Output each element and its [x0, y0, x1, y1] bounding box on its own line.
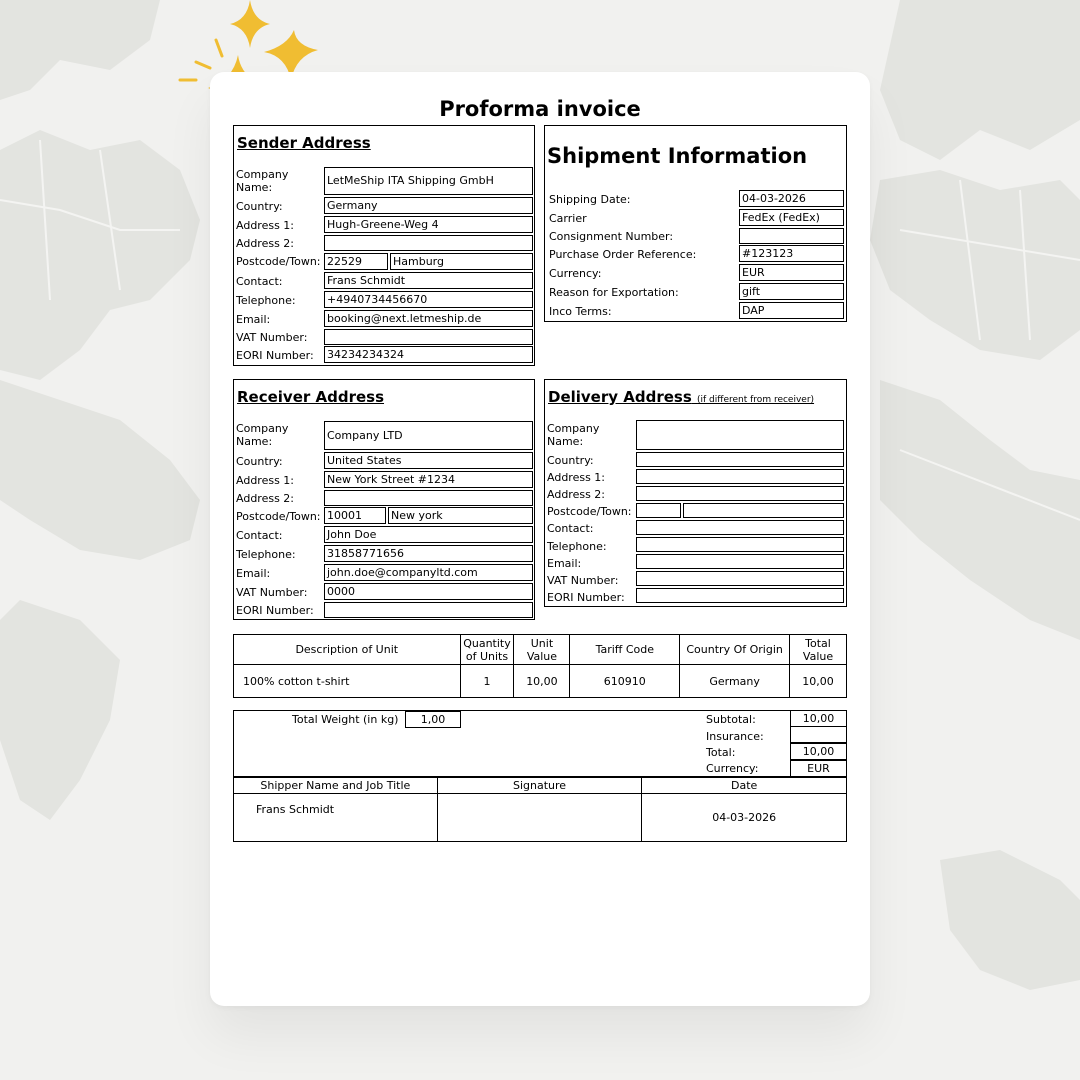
- sender-eori-label: EORI Number:: [236, 349, 314, 362]
- delivery-address-title: [548, 388, 814, 406]
- delivery-address2-label: Address 2:: [547, 488, 606, 501]
- po-reference-label: Purchase Order Reference:: [549, 248, 697, 261]
- delivery-telephone-field[interactable]: [636, 537, 844, 552]
- table-row: [234, 665, 847, 698]
- consignment-field[interactable]: [739, 228, 844, 244]
- sender-vat-field[interactable]: [324, 329, 533, 345]
- sender-company-field[interactable]: LetMeShip ITA Shipping GmbH: [324, 167, 533, 195]
- totals-currency-value: EUR: [790, 760, 847, 777]
- sender-email-label: Email:: [236, 313, 271, 326]
- insurance-value: [790, 726, 847, 743]
- date-header: Date: [642, 778, 847, 794]
- delivery-address1-field[interactable]: [636, 469, 844, 484]
- inco-terms-field[interactable]: DAP: [739, 302, 844, 319]
- total-weight-label: Total Weight (in kg): [292, 713, 399, 726]
- currency-label: Currency:: [549, 267, 602, 280]
- sender-company-label: Company Name:: [236, 168, 289, 194]
- receiver-postcode-label: Postcode/Town:: [236, 510, 321, 523]
- receiver-postcode-field[interactable]: 10001: [324, 507, 386, 524]
- item-tariff: 610910: [570, 665, 680, 698]
- sender-address1-label: Address 1:: [236, 219, 295, 232]
- sender-country-field[interactable]: Germany: [324, 197, 533, 214]
- total-weight-field[interactable]: 1,00: [405, 711, 461, 728]
- receiver-eori-field[interactable]: [324, 602, 533, 618]
- sender-contact-field[interactable]: Frans Schmidt: [324, 272, 533, 289]
- items-header-row: [234, 635, 847, 665]
- sender-address-title: Sender Address: [237, 134, 371, 152]
- delivery-email-field[interactable]: [636, 554, 844, 569]
- receiver-town-field[interactable]: New york: [388, 507, 533, 524]
- signature-field[interactable]: [437, 794, 642, 842]
- receiver-company-label: Company Name:: [236, 422, 289, 448]
- receiver-contact-field[interactable]: John Doe: [324, 526, 533, 543]
- sender-address1-field[interactable]: Hugh-Greene-Weg 4: [324, 216, 533, 233]
- item-origin: Germany: [680, 665, 790, 698]
- col-tariff-header: Tariff Code: [570, 635, 680, 665]
- reason-field[interactable]: gift: [739, 283, 844, 300]
- sender-contact-label: Contact:: [236, 275, 283, 288]
- delivery-company-label: Company Name:: [547, 422, 600, 448]
- carrier-field[interactable]: FedEx (FedEx): [739, 209, 844, 226]
- sender-telephone-field[interactable]: +4940734456670: [324, 291, 533, 308]
- receiver-address2-label: Address 2:: [236, 492, 295, 505]
- insurance-label: Insurance:: [706, 730, 764, 743]
- item-description: 100% cotton t-shirt: [234, 665, 461, 698]
- shipper-name: Frans Schmidt: [234, 794, 438, 842]
- sender-address2-label: Address 2:: [236, 237, 295, 250]
- signature-table: [233, 777, 847, 842]
- delivery-telephone-label: Telephone:: [547, 540, 607, 553]
- delivery-address2-field[interactable]: [636, 486, 844, 501]
- consignment-label: Consignment Number:: [549, 230, 674, 243]
- currency-field[interactable]: EUR: [739, 264, 844, 281]
- signature-date: 04-03-2026: [642, 794, 847, 842]
- delivery-address1-label: Address 1:: [547, 471, 606, 484]
- col-description-header: Description of Unit: [234, 635, 461, 665]
- delivery-vat-label: VAT Number:: [547, 574, 619, 587]
- receiver-email-field[interactable]: john.doe@companyltd.com: [324, 564, 533, 581]
- delivery-country-label: Country:: [547, 454, 594, 467]
- subtotal-value: 10,00: [790, 710, 847, 727]
- receiver-address1-field[interactable]: New York Street #1234: [324, 471, 533, 488]
- signature-row: [234, 794, 847, 842]
- signature-header-row: [234, 778, 847, 794]
- shipping-date-label: Shipping Date:: [549, 193, 631, 206]
- sender-vat-label: VAT Number:: [236, 331, 308, 344]
- delivery-address-heading: Delivery Address: [548, 388, 692, 406]
- reason-label: Reason for Exportation:: [549, 286, 679, 299]
- delivery-vat-field[interactable]: [636, 571, 844, 586]
- receiver-vat-label: VAT Number:: [236, 586, 308, 599]
- signature-header: Signature: [437, 778, 642, 794]
- sender-postcode-field[interactable]: 22529: [324, 253, 388, 270]
- delivery-email-label: Email:: [547, 557, 582, 570]
- receiver-contact-label: Contact:: [236, 529, 283, 542]
- sender-eori-field[interactable]: 34234234324: [324, 346, 533, 363]
- totals-currency-label: Currency:: [706, 762, 759, 775]
- delivery-address-note: (if different from receiver): [697, 395, 815, 405]
- col-origin-header: Country Of Origin: [680, 635, 790, 665]
- po-reference-field[interactable]: #123123: [739, 245, 844, 262]
- delivery-eori-label: EORI Number:: [547, 591, 625, 604]
- receiver-eori-label: EORI Number:: [236, 604, 314, 617]
- col-total-header: Total Value: [790, 635, 847, 665]
- sender-address2-field[interactable]: [324, 235, 533, 251]
- receiver-address-title: Receiver Address: [237, 388, 385, 406]
- total-label: Total:: [706, 746, 736, 759]
- delivery-country-field[interactable]: [636, 452, 844, 467]
- items-table: [233, 634, 847, 698]
- receiver-vat-field[interactable]: 0000: [324, 583, 533, 600]
- delivery-postcode-label: Postcode/Town:: [547, 505, 632, 518]
- delivery-postcode-field[interactable]: [636, 503, 681, 518]
- sender-town-field[interactable]: Hamburg: [390, 253, 533, 270]
- delivery-eori-field[interactable]: [636, 588, 844, 603]
- receiver-company-field[interactable]: Company LTD: [324, 421, 533, 450]
- total-value: 10,00: [790, 743, 847, 760]
- shipping-date-field[interactable]: 04-03-2026: [739, 190, 844, 207]
- receiver-telephone-label: Telephone:: [236, 548, 296, 561]
- shipment-info-title: Shipment Information: [547, 144, 808, 168]
- delivery-company-field[interactable]: [636, 420, 844, 450]
- delivery-contact-label: Contact:: [547, 522, 594, 535]
- col-unit-value-header: Unit Value: [514, 635, 570, 665]
- receiver-email-label: Email:: [236, 567, 271, 580]
- sender-email-field[interactable]: booking@next.letmeship.de: [324, 310, 533, 327]
- inco-terms-label: Inco Terms:: [549, 305, 612, 318]
- sender-postcode-label: Postcode/Town:: [236, 255, 321, 268]
- receiver-country-label: Country:: [236, 455, 283, 468]
- sender-country-label: Country:: [236, 200, 283, 213]
- receiver-country-field[interactable]: United States: [324, 452, 533, 469]
- sender-telephone-label: Telephone:: [236, 294, 296, 307]
- col-quantity-header: Quantity of Units: [460, 635, 514, 665]
- receiver-address2-field[interactable]: [324, 490, 533, 506]
- delivery-contact-field[interactable]: [636, 520, 844, 535]
- page-title: Proforma invoice: [439, 97, 641, 121]
- receiver-telephone-field[interactable]: 31858771656: [324, 545, 533, 562]
- receiver-address1-label: Address 1:: [236, 474, 295, 487]
- carrier-label: Carrier: [549, 212, 587, 225]
- item-total: 10,00: [790, 665, 847, 698]
- subtotal-label: Subtotal:: [706, 713, 756, 726]
- delivery-town-field[interactable]: [683, 503, 844, 518]
- item-unit-value: 10,00: [514, 665, 570, 698]
- shipper-name-header: Shipper Name and Job Title: [234, 778, 438, 794]
- item-quantity: 1: [460, 665, 514, 698]
